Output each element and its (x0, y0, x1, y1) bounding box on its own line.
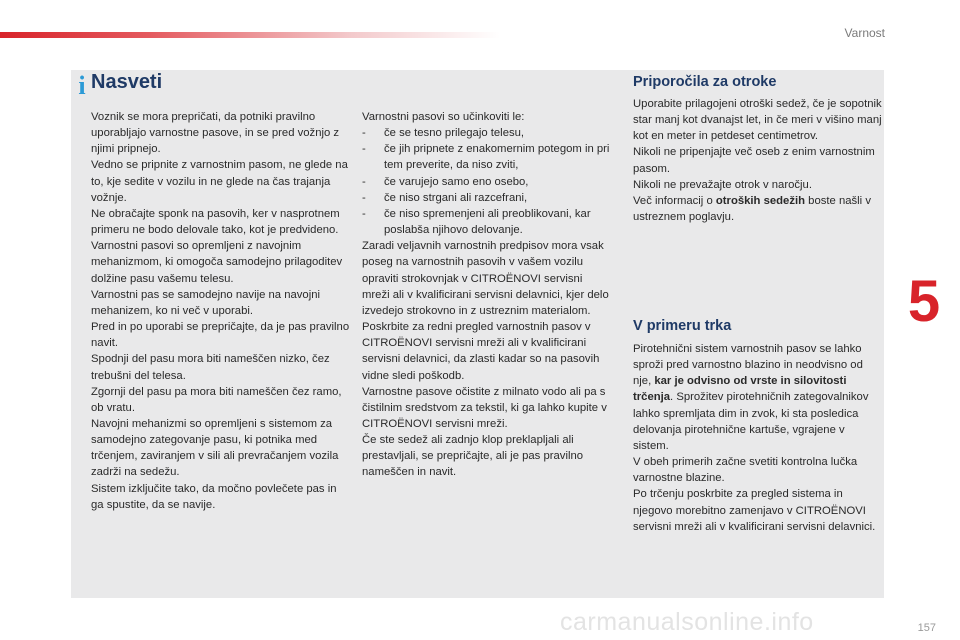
chapter-number: 5 (907, 269, 941, 334)
page-number: 157 (917, 622, 936, 634)
tips-column-2 (362, 109, 612, 481)
paragraph: Poskrbite za redni pregled varnostnih pasov v CITROËNOVI servisni mreži ali v kvalificirani servisni delavnici, da zlasti kadar so na pasovih vidne sledi poškodb. (362, 321, 600, 382)
list-item: - če niso strgani ali razcefrani, (362, 190, 612, 206)
paragraph: Nikoli ne pripenjajte več oseb z enim varnostnim pasom. (633, 146, 875, 175)
header-accent-bar (0, 32, 500, 38)
list-item: - če jih pripnete z enakomernim potegom in pri tem preverite, da niso zviti, (362, 141, 612, 173)
paragraph: Spodnji del pasu mora biti nameščen nizko, čez trebušni del telesa. (91, 353, 330, 382)
list-item: - če varujejo samo eno osebo, (362, 174, 612, 190)
paragraph: Vedno se pripnite z varnostnim pasom, ne glede na to, kje sedite v vozilu in ne glede na čas trajanja vožnje. (91, 159, 348, 204)
child-seats-reference: otroških sedežih (715, 194, 806, 207)
paragraph: Zgornji del pasu pa mora biti nameščen čez ramo, ob vratu. (91, 385, 342, 414)
list-dash: - (362, 207, 366, 220)
collision-section (633, 341, 883, 535)
children-section (633, 96, 883, 225)
paragraph: Navojni mehanizmi so opremljeni s sistemom za samodejno zategovanje pasu, ki potnika med trčenjem, zaviranjem v sili ali prevračanjem vozila zadrži na sedežu. (91, 417, 339, 479)
watermark: carmanualsonline.info (560, 608, 814, 636)
list-dash: - (362, 175, 366, 188)
paragraph: Nikoli ne prevažajte otrok v naročju. (633, 178, 812, 191)
paragraph: Več informacij o otroških sedežih boste našli v ustreznem poglavju. (633, 194, 871, 224)
panel-title: Nasveti (91, 71, 163, 93)
info-icon: i (78, 71, 86, 100)
paragraph: Varnostni pas se samodejno navije na navojni mehanizem, ko ni več v uporabi. (91, 288, 321, 317)
list-item: - če niso spremenjeni ali preoblikovani, kar poslabša njihovo delovanje. (362, 206, 612, 238)
children-heading: Priporočila za otroke (633, 74, 777, 90)
paragraph: Če ste sedež ali zadnjo klop preklapljali ali prestavljali, se prepričajte, ali je pas pravilno nameščen in navit. (362, 434, 584, 479)
paragraph: Zaradi veljavnih varnostnih predpisov mora vsak poseg na varnostnih pasovih v vašem vozilu opraviti strokovnjak v CITROËNOVI servisni mreži ali v kvalificirani servisni delavnici, kjer delo izvedejo strokovno in z ustreznim materialom. (362, 240, 609, 317)
emphasis: kar je odvisno od vrste in silovitosti trčenja (633, 375, 847, 404)
paragraph: Uporabite prilagojeni otroški sedež, če je sopotnik star manj kot dvanajst let, in če meri v višino manj kot en meter in petdeset centimetrov. (633, 98, 882, 143)
list-item: - če se tesno prilegajo telesu, (362, 125, 612, 141)
list-dash: - (362, 143, 366, 156)
list-dash: - (362, 191, 366, 204)
paragraph: Po trčenju poskrbite za pregled sistema in njegovo morebitno zamenjavo v CITROËNOVI servisni mreži ali v kvalificirani servisni delavnici. (633, 488, 876, 533)
paragraph: Pirotehnični sistem varnostnih pasov se lahko sproži pred varnostno blazino in neodvisno od nje, kar je odvisno od vrste in silovitosti trčenja. Sprožitev pirotehničnih zategovalnikov lahko spremljata dim in zvok, ki sta posledica delovanja pirotehnične kartuše, vgrajene v sistem. (633, 343, 869, 452)
paragraph: Sistem izključite tako, da močno povlečete pas in ga spustite, da se navije. (91, 482, 337, 511)
paragraph: V obeh primerih začne svetiti kontrolna lučka varnostne blazine. (633, 456, 858, 485)
collision-heading: V primeru trka (633, 318, 732, 334)
tips-column-1 (91, 109, 351, 513)
paragraph: Voznik se mora prepričati, da potniki pravilno uporabljajo varnostne pasove, in se pred vožnjo z njimi pripnejo. (91, 111, 340, 156)
paragraph: Varnostne pasove očistite z milnato vodo ali pa s čistilnim sredstvom za tekstil, ki ga lahko kupite v CITROËNOVI servisni mreži. (362, 385, 607, 430)
list-intro: Varnostni pasovi so učinkoviti le: (362, 111, 525, 123)
paragraph: Varnostni pasovi so opremljeni z navojnim mehanizmom, ki omogoča samodejno prilagoditev dolžine pasu vašemu telesu. (91, 240, 343, 285)
list-dash: - (362, 127, 366, 140)
paragraph: Ne obračajte sponk na pasovih, ker v nasprotnem primeru ne bodo delovale tako, kot je predvideno. (91, 207, 340, 237)
section-title: Varnost (844, 26, 885, 40)
paragraph: Pred in po uporabi se prepričajte, da je pas pravilno navit. (91, 321, 350, 350)
